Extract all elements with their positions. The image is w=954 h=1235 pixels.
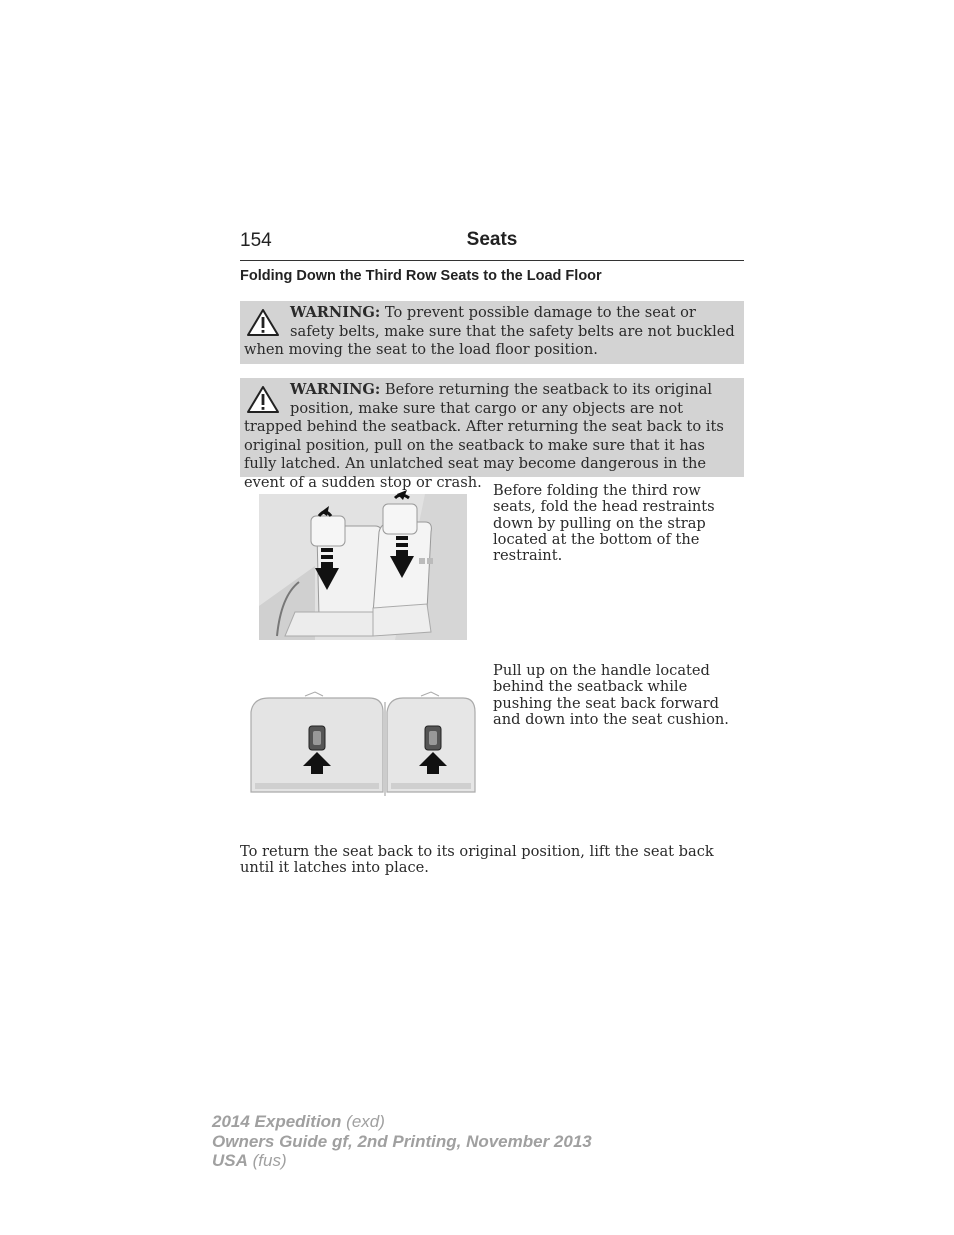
footer-model-code: (exd) xyxy=(341,1112,385,1131)
warning-triangle-icon xyxy=(246,385,282,415)
warning-text: Before returning the seatback to its original position, make sure that cargo or any objects are not trapped behind the seatback. After returning the seat back to its original position, pull on the seatback to make sure that it has fully latched. An unlatched seat may become dangerous in the event of a sudden stop or crash. xyxy=(244,381,724,491)
page-header xyxy=(240,230,744,261)
footer-region-code: (fus) xyxy=(247,1151,287,1170)
footer-region: USA xyxy=(212,1151,248,1170)
footer-line-3 xyxy=(212,1151,592,1171)
warning-label: WARNING: xyxy=(290,381,381,398)
footer-model: 2014 Expedition xyxy=(212,1112,342,1131)
closing-text: To return the seat back to its original position, lift the seat back until it latches into place. xyxy=(240,843,714,877)
footer-line-2 xyxy=(212,1132,592,1152)
page-number: 154 xyxy=(240,230,272,251)
chapter-title: Seats xyxy=(466,229,518,250)
step-1-text: Before folding the third row seats, fold the head restraints down by pulling on the strap located at the bottom of the restraint. xyxy=(493,482,715,565)
warning-triangle-icon xyxy=(246,308,282,338)
step-2-text: Pull up on the handle located behind the seatback while pushing the seat back forward and down into the seat cushion. xyxy=(493,662,729,728)
head-restraint-illustration xyxy=(255,486,470,644)
section-title: Folding Down the Third Row Seats to the Load Floor xyxy=(240,268,602,284)
warning-box-1 xyxy=(240,301,744,364)
page-footer xyxy=(212,1112,592,1171)
footer-line-1 xyxy=(212,1112,592,1132)
footer-guide: Owners Guide gf, 2nd Printing, November 2013 xyxy=(212,1131,592,1151)
seatback-handle-illustration xyxy=(245,688,480,798)
warning-label: WARNING: xyxy=(290,304,381,321)
warning-box-2 xyxy=(240,378,744,491)
warning-text: To prevent possible damage to the seat or safety belts, make sure that the safety belts are not buckled when moving the seat to the load floor position. xyxy=(244,304,735,359)
